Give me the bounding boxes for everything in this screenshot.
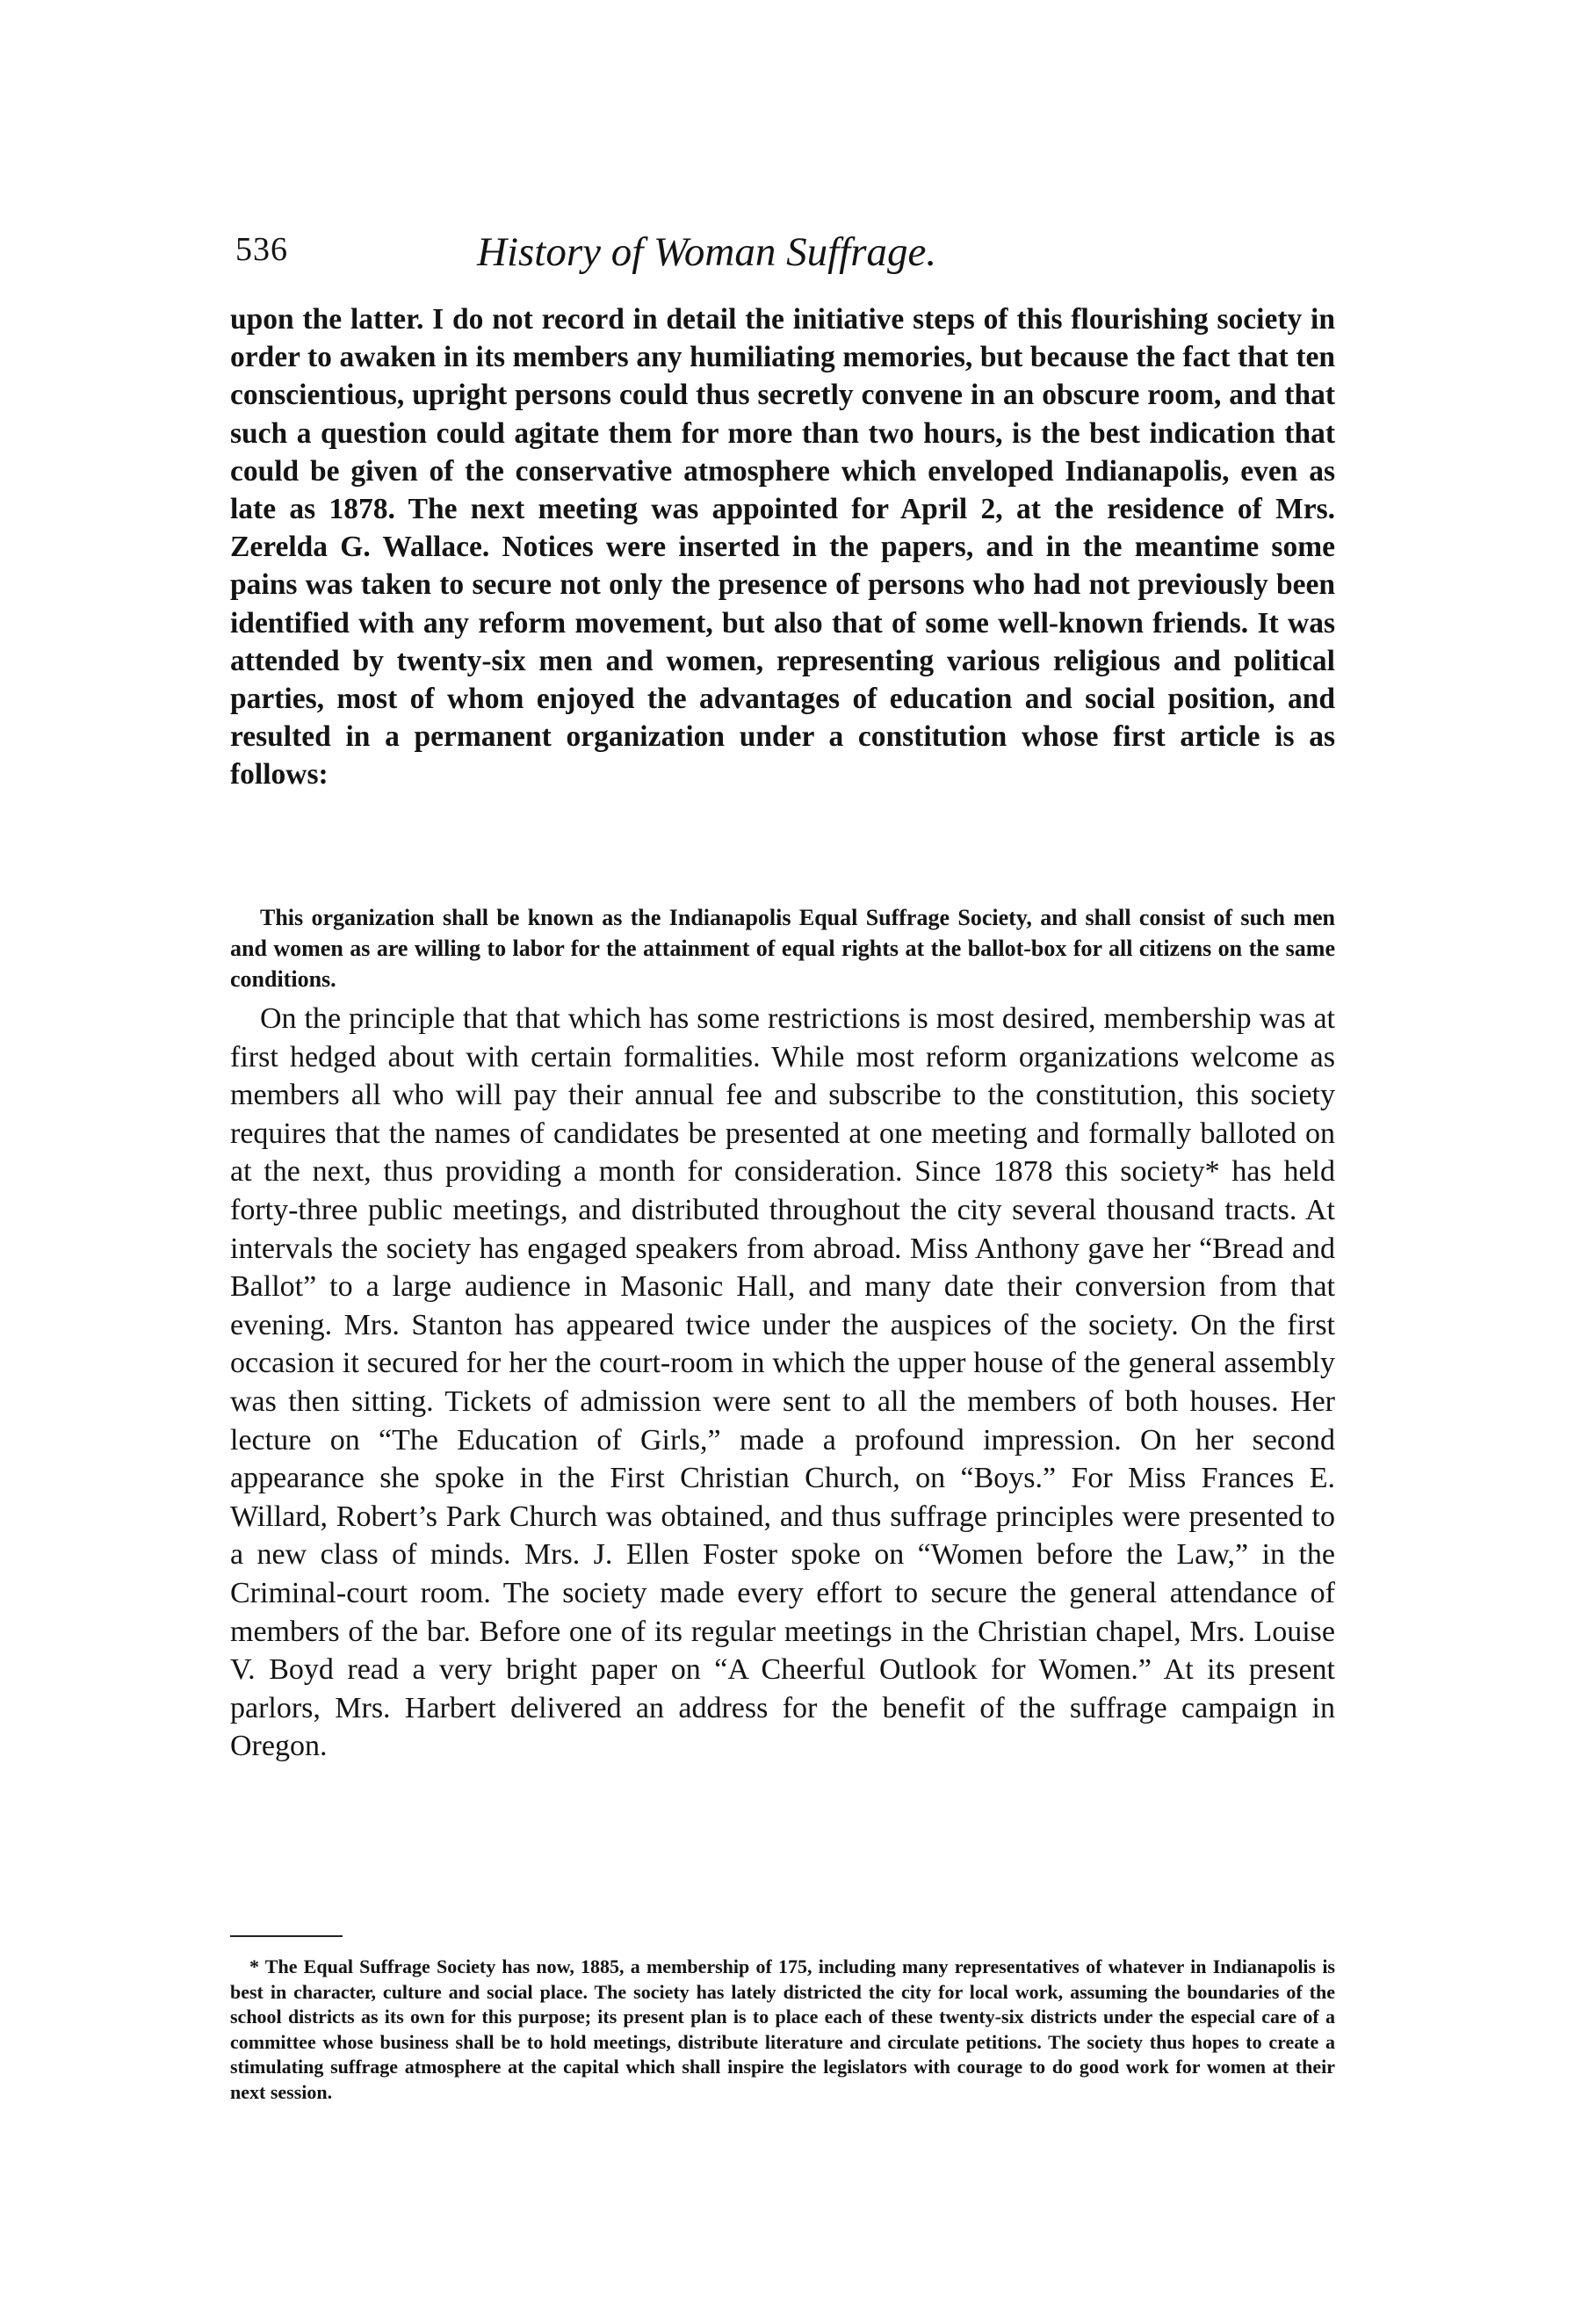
body-paragraph-1 <box>230 300 1335 794</box>
page-header <box>235 230 1333 283</box>
paragraph-text: upon the latter. I do not record in detail the initiative steps of this flourishing society in order to awaken in its members any humiliating memories, but because the fact that ten conscientious, upright persons could thus secretly convene in an obscure room, and that such a question could agitate them for more than two hours, is the best indication that could be given of the conservative atmosphere which enveloped Indianapolis, even as late as 1878. The next meeting was appointed for April 2, at the residence of Mrs. Zerelda G. Wallace. Notices were inserted in the papers, and in the meantime some pains was taken to secure not only the presence of persons who had not previously been identified with any reform movement, but also that of some well-known friends. It was attended by twenty-six men and women, representing various religious and political parties, most of whom enjoyed the advantages of education and social position, and resulted in a permanent organization under a constitution whose first article is as follows: <box>230 303 1335 792</box>
footnote-rule <box>230 1935 343 1937</box>
quote-text: This organization shall be known as the Indianapolis Equal Suffrage Society, and shall consist of such men and women as are willing to labor for the attainment of equal rights at the ballot-box for all citizens on the same conditions. <box>230 905 1335 992</box>
footnote <box>230 1955 1335 2105</box>
footnote-text: * The Equal Suffrage Society has now, 1885, a membership of 175, including many representatives of whatever in Indianapolis is best in character, culture and social place. The society has lately districted the city for local work, assuming the boundaries of the school districts as its own for this purpose; its present plan is to place each of these twenty-six districts under the especial care of a committee whose business shall be to hold meetings, distribute literature and circulate petitions. The society thus hopes to create a stimulating suffrage atmosphere at the capital which shall inspire the legislators with courage to do good work for women at their next session. <box>230 1955 1335 2103</box>
constitution-quote <box>230 902 1335 994</box>
body-paragraph-2 <box>230 1000 1335 1766</box>
page-number: 536 <box>235 231 288 268</box>
running-title: History of Woman Suffrage. <box>477 229 937 275</box>
paragraph-text: On the principle that that which has some restrictions is most desired, membership was at first hedged about with certain formalities. While most reform organizations welcome as members all who will pay their annual fee and subscribe to the constitution, this society requires that the names of candidates be presented at one meeting and formally balloted on at the next, thus providing a month for consideration. Since 1878 this society* has held forty-three public meetings, and distributed throughout the city several thousand tracts. At intervals the society has engaged speakers from abroad. Miss Anthony gave her “Bread and Ballot” to a large audience in Masonic Hall, and many date their conversion from that evening. Mrs. Stanton has appeared twice under the auspices of the society. On the first occasion it secured for her the court-room in which the upper house of the general assembly was then sitting. Tickets of admission were sent to all the members of both houses. Her lecture on “The Education of Girls,” made a profound impression. On her second appearance she spoke in the First Christian Church, on “Boys.” For Miss Frances E. Willard, Robert’s Park Church was obtained, and thus suffrage principles were presented to a new class of minds. Mrs. J. Ellen Foster spoke on “Women before the Law,” in the Criminal-court room. The society made every effort to secure the general attendance of members of the bar. Before one of its regular meetings in the Christian chapel, Mrs. Louise V. Boyd read a very bright paper on “A Cheerful Outlook for Women.” At its present parlors, Mrs. Harbert delivered an address for the benefit of the suffrage campaign in Oregon. <box>230 1002 1335 1763</box>
